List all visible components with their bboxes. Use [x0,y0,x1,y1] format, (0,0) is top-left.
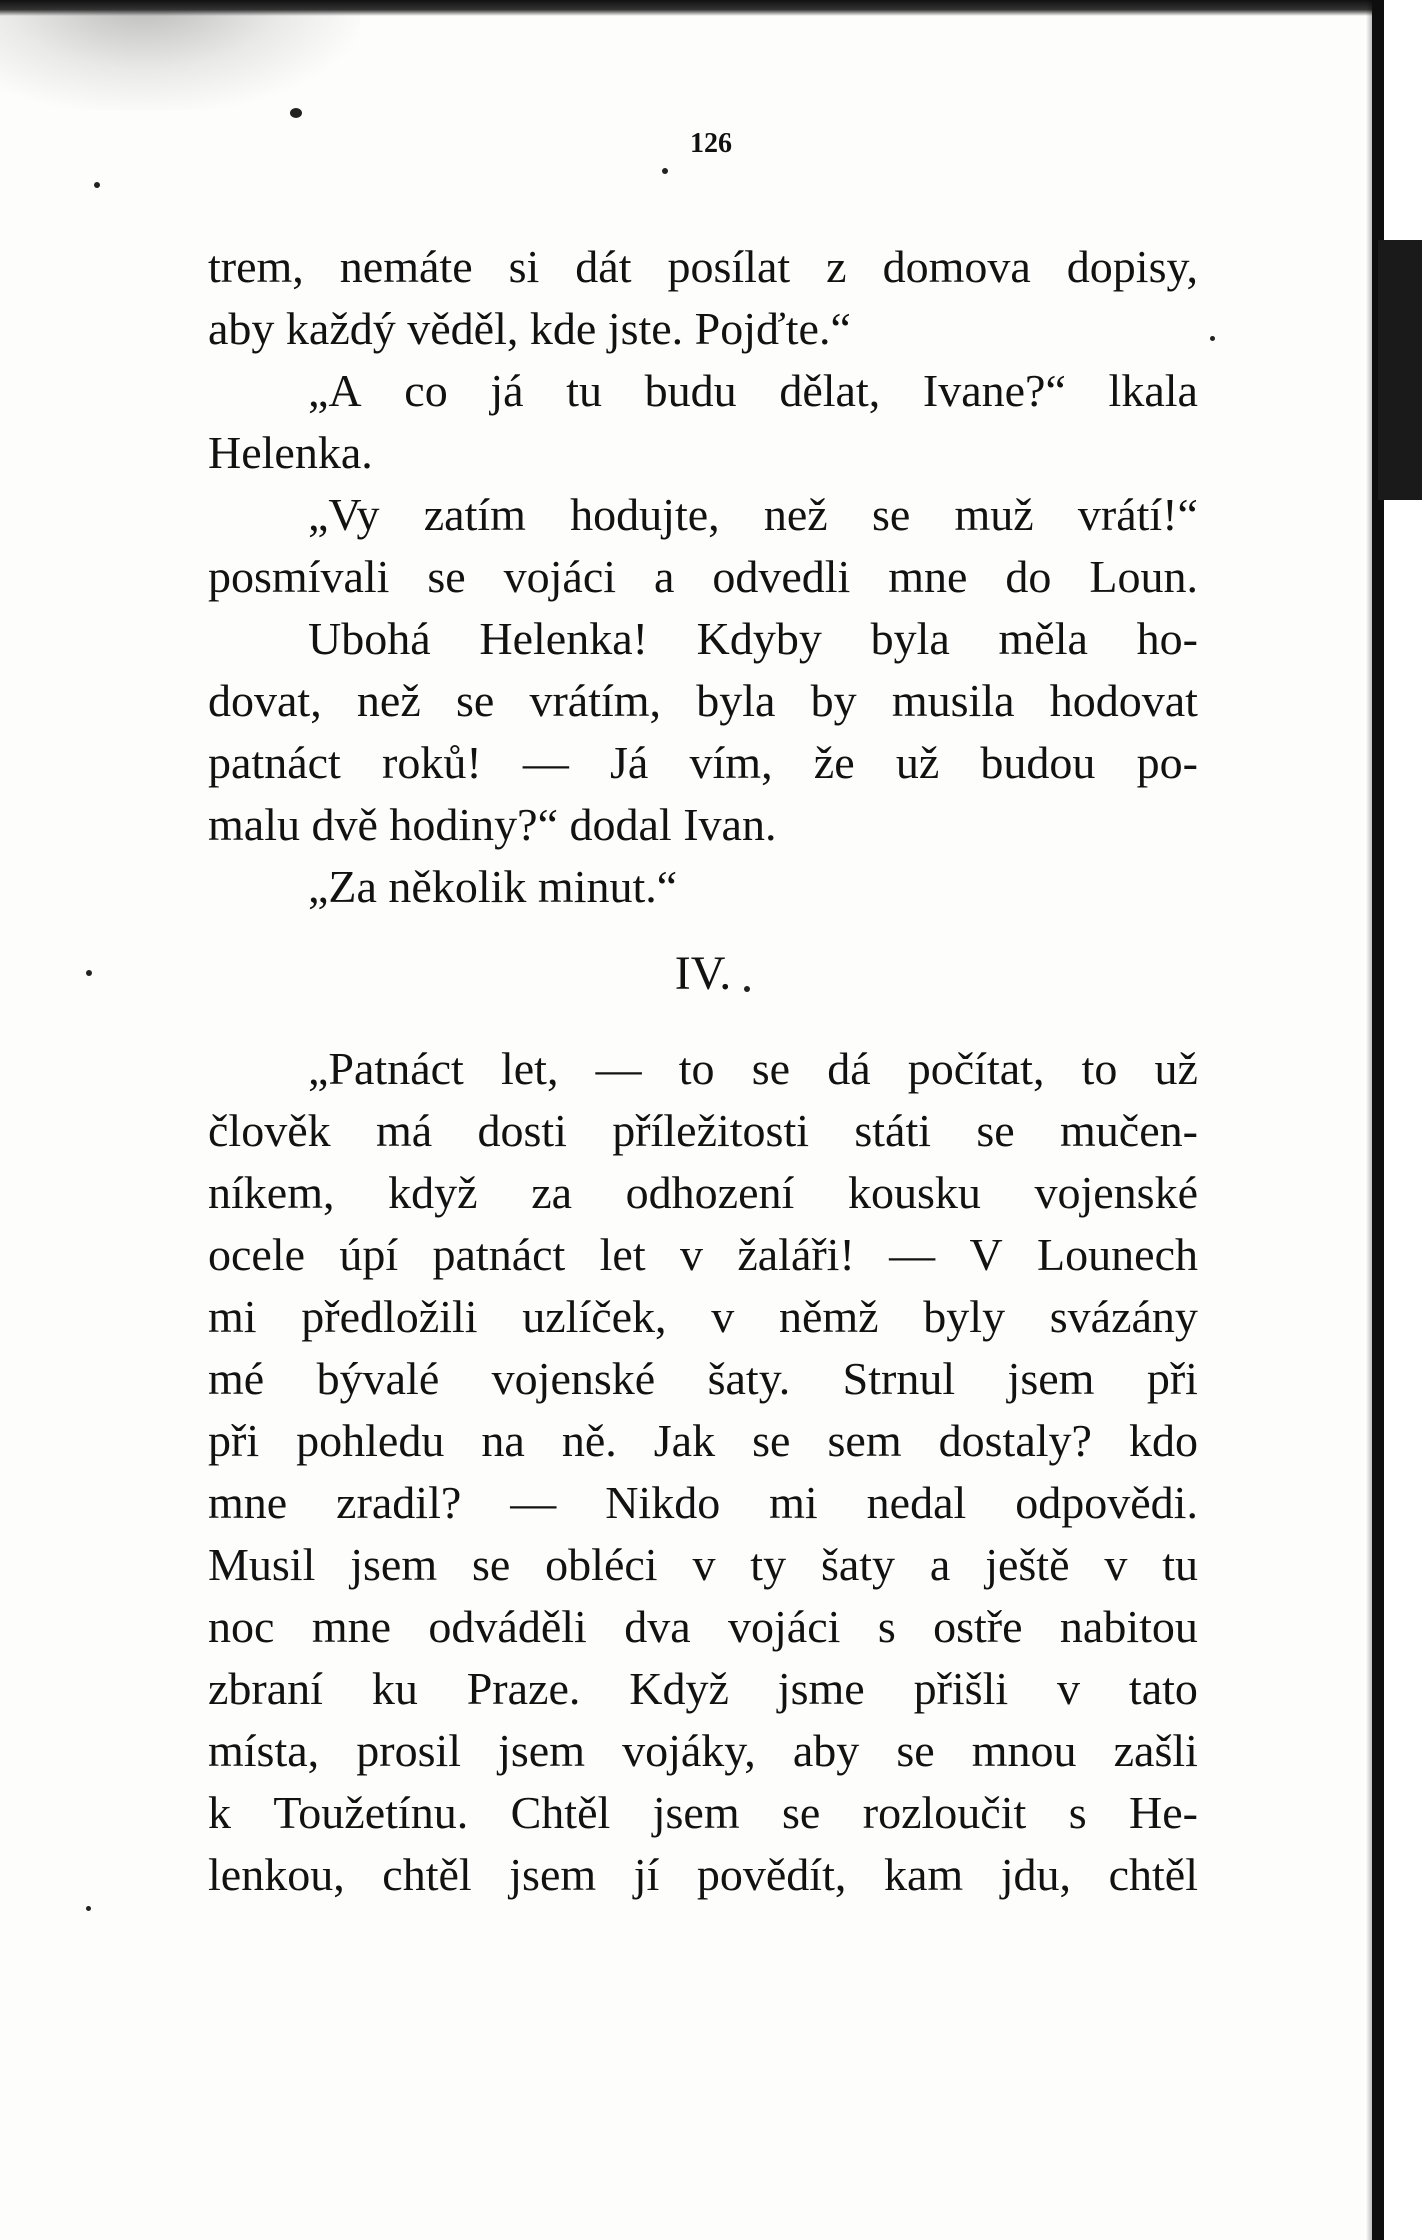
text-line: k Toužetínu. Chtěl jsem se rozloučit s He- [208,1787,1198,1838]
text-line: lenkou, chtěl jsem jí povědít, kam jdu, chtěl [208,1849,1198,1900]
scan-shadow [0,0,360,110]
text-line: níkem, když za odhození kousku vojenské [208,1167,1198,1218]
text-line: patnáct roků! — Já vím, že už budou po- [208,737,1198,788]
text-block-before [208,236,1198,918]
scan-top-edge [0,0,1422,16]
text-line: zbraní ku Praze. Když jsme přišli v tato [208,1663,1198,1714]
text-line: Helenka. [208,427,373,478]
speck [86,970,92,976]
text-line: ocele úpí patnáct let v žaláři! — V Lounech [208,1229,1198,1280]
text-line: „A co já tu budu dělat, Ivane?“ lkala [308,365,1198,416]
chapter-heading: IV. [674,947,732,1000]
text-line: mne zradil? — Nikdo mi nedal odpovědi. [208,1477,1198,1528]
text-line: Ubohá Helenka! Kdyby byla měla ho- [308,613,1198,664]
text-line: malu dvě hodiny?“ dodal Ivan. [208,799,777,850]
text-line: člověk má dosti příležitosti státi se mučen- [208,1105,1198,1156]
text-line: trem, nemáte si dát posílat z domova dopisy, [208,241,1198,292]
text-line: mi předložili uzlíček, v němž byly svázány [208,1291,1198,1342]
speck [94,182,100,188]
text-line: aby každý věděl, kde jste. Pojďte.“ [208,303,851,354]
text-line: noc mne odváděli dva vojáci s ostře nabitou [208,1601,1198,1652]
text-line: posmívali se vojáci a odvedli mne do Loun. [208,551,1198,602]
speck [290,108,302,118]
text-line: Musil jsem se obléci v ty šaty a ještě v tu [208,1539,1198,1590]
speck [1210,336,1215,341]
gutter-mark [1378,240,1422,500]
text-line: „Vy zatím hodujte, než se muž vrátí!“ [308,489,1198,540]
text-block-after [208,1038,1198,1906]
speck [86,1906,91,1911]
text-line: „Patnáct let, — to se dá počítat, to už [308,1043,1198,1094]
text-line: při pohledu na ně. Jak se sem dostaly? kdo [208,1415,1198,1466]
speck [662,168,668,174]
text-line: místa, prosil jsem vojáky, aby se mnou zašli [208,1725,1198,1776]
text-line: mé bývalé vojenské šaty. Strnul jsem při [208,1353,1198,1404]
body-text [208,236,1198,1906]
text-line: „Za několik minut.“ [308,861,678,912]
page-number: 126 [690,128,732,159]
text-line: dovat, než se vrátím, byla by musila hodovat [208,675,1198,726]
